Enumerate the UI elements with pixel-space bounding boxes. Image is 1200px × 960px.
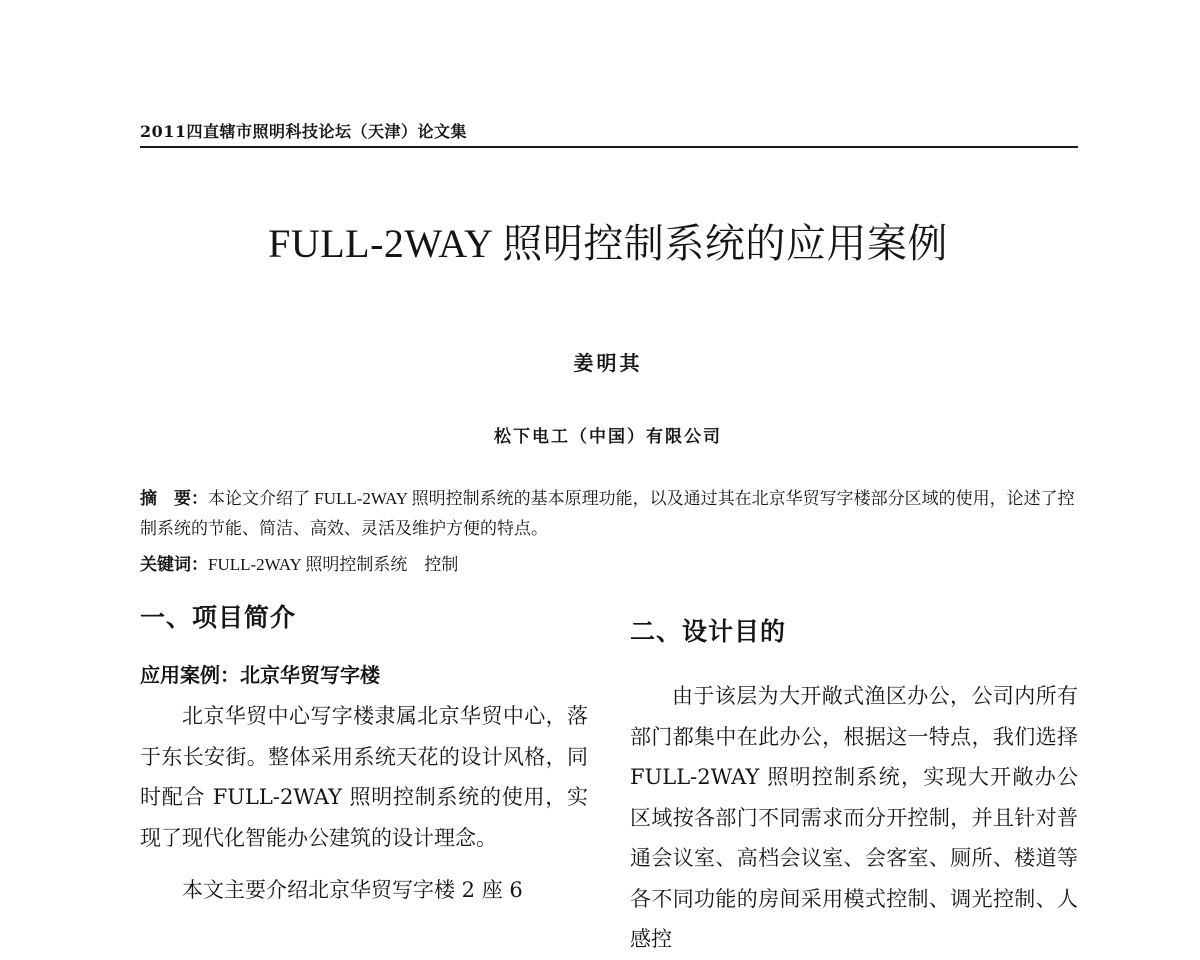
running-head: 2011四直辖市照明科技论坛（天津）论文集 bbox=[140, 122, 468, 141]
abstract-label: 摘 要： bbox=[140, 489, 208, 509]
section-1-heading: 一、项目简介 bbox=[140, 603, 297, 632]
abstract-text: 本论文介绍了 FULL-2WAY 照明控制系统的基本原理功能，以及通过其在北京华贸写字楼部分区域的使用，论述了控制系统的节能、简洁、高效、灵活及维护方便的特点。 bbox=[140, 489, 1075, 538]
header-rule bbox=[140, 146, 1078, 148]
affiliation: 松下电工（中国）有限公司 bbox=[494, 427, 722, 447]
left-column bbox=[140, 598, 588, 911]
section-1-paragraph-1: 北京华贸中心写字楼隶属北京华贸中心，落于东长安街。整体采用系统天花的设计风格，同时配合 FULL-2WAY 照明控制系统的使用，实现了现代化智能办公建筑的设计理念。 bbox=[140, 704, 588, 850]
keywords-label: 关键词： bbox=[140, 555, 208, 575]
right-column bbox=[630, 612, 1078, 960]
abstract bbox=[140, 484, 1080, 544]
author-name: 姜明其 bbox=[573, 351, 643, 375]
section-2-heading: 二、设计目的 bbox=[630, 617, 787, 646]
section-1-subheading: 应用案例：北京华贸写字楼 bbox=[140, 663, 380, 687]
section-1-paragraph-2: 本文主要介绍北京华贸写字楼 2 座 6 bbox=[182, 878, 523, 902]
keywords bbox=[140, 550, 1080, 580]
section-2-paragraph-1: 由于该层为大开敞式渔区办公，公司内所有部门都集中在此办公，根据这一特点，我们选择 FULL-2WAY 照明控制系统，实现大开敞办公区域按各部门不同需求而分开控制，并且针对普通会议室、高档会议室、会客室、厕所、楼道等各不同功能的房间采用模式控制、调光控制、人感控 bbox=[630, 684, 1078, 951]
paper-title: FULL-2WAY 照明控制系统的应用案例 bbox=[268, 221, 948, 266]
keywords-text: FULL-2WAY 照明控制系统 控制 bbox=[208, 555, 459, 574]
